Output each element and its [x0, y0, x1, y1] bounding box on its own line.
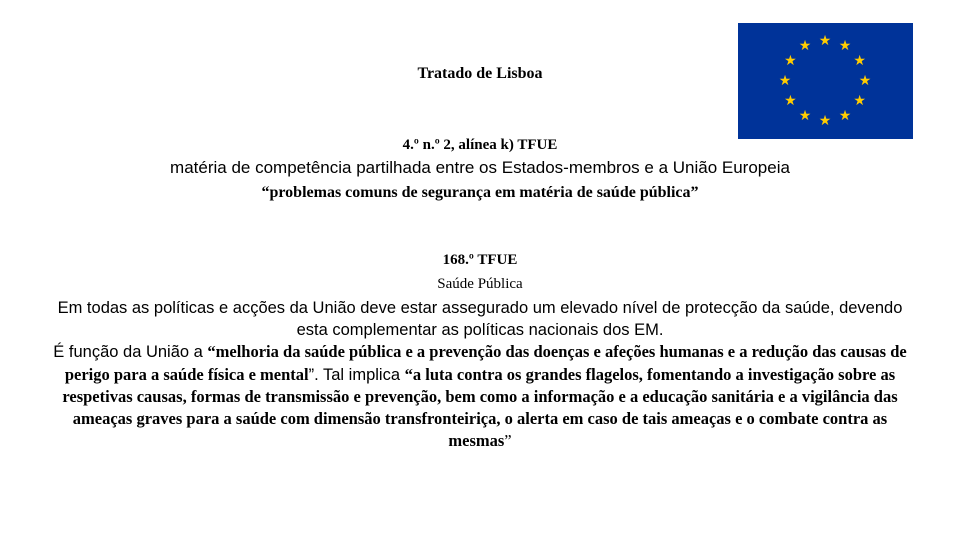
- star-icon: ★: [853, 93, 866, 109]
- star-icon: ★: [784, 93, 797, 109]
- p2-quote-2: “a luta contra os grandes flagelos, fomentando a investigação sobre as respetivas causas, formas de transmissão e prevenção, bem como a informação e a educação sanitária e a vigilância das ameaças graves para a saúde com dimensão transfronteiriça, o alerta em caso de tais ameaças e o combate contra as mesmas: [62, 364, 898, 451]
- star-icon: ★: [798, 107, 812, 124]
- star-icon: ★: [838, 38, 852, 55]
- star-icon: ★: [853, 53, 866, 69]
- article-168-body: [50, 297, 910, 452]
- star-icon: ★: [838, 107, 852, 124]
- article-4-quote: “problemas comuns de segurança em matéria de saúde pública”: [261, 184, 699, 201]
- p2-quote-1: “melhoria da saúde pública e a prevenção das doenças e afeções humanas e a redução das causas de perigo para a saúde física e mental: [64, 342, 907, 384]
- eu-flag-icon: [738, 23, 913, 139]
- p2-middle: ”. Tal implica: [308, 365, 405, 384]
- article-168-heading: 168.º TFUE: [442, 252, 518, 268]
- p2-end: ”: [504, 431, 512, 451]
- slide-title: Tratado de Lisboa: [417, 65, 543, 82]
- article-168-subheading: Saúde Pública: [437, 276, 523, 292]
- article-168-paragraph-1: Em todas as políticas e acções da União deve estar assegurado um elevado nível de protecção da saúde, devendo esta complementar as políticas nacionais dos EM.: [57, 299, 903, 340]
- star-icon: ★: [778, 73, 792, 89]
- star-icon: ★: [784, 53, 797, 69]
- p2-intro: É função da União a: [53, 343, 208, 362]
- star-icon: ★: [818, 113, 832, 129]
- article-4-description: matéria de competência partilhada entre os Estados-membros e a União Europeia: [170, 158, 790, 177]
- article-4-heading: 4.º n.º 2, alínea k) TFUE: [402, 137, 558, 153]
- article-168-paragraph-2: [50, 341, 910, 452]
- star-icon: ★: [798, 38, 812, 55]
- star-icon: ★: [858, 73, 872, 89]
- star-icon: ★: [818, 33, 832, 49]
